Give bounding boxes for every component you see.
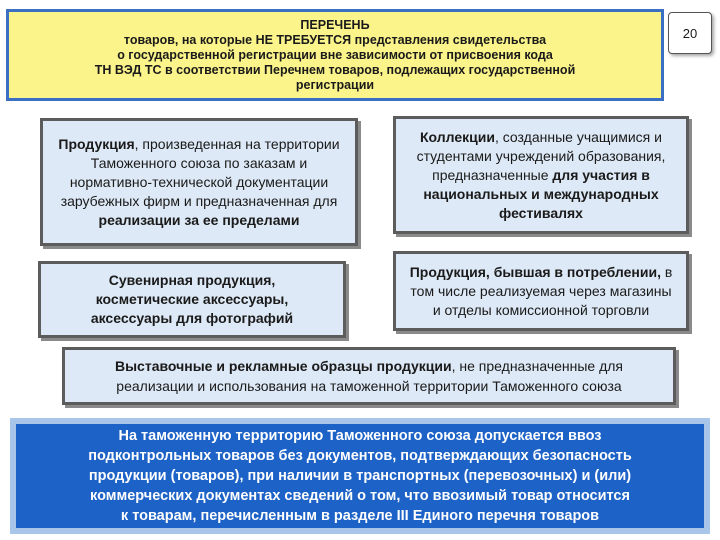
title-line-5: регистрации [295,77,375,92]
exhibition-text: , не предназначенные для реализации и использования на таможенной территории Таможенного союза [116,358,624,394]
collections-box [393,116,689,234]
souvenir-line-2: косметические аксессуары, [95,291,289,307]
title-line-4: ТН ВЭД ТС в соответствии Перечнем товаров, подлежащих государственной [94,62,576,77]
exhibition-bold: Выставочные и рекламные образцы продукции [114,358,452,374]
page-number-badge [668,12,712,54]
collections-bold-start: Коллекции [420,128,495,145]
exhibition-samples-box [62,347,676,405]
collections-bold-end: для участия в национальных и международных фестивалях [423,166,659,221]
production-abroad-box [40,118,358,246]
title-line-2: товаров, на которые НЕ ТРЕБУЕТСЯ представления свидетельства [123,32,547,47]
used-products-box [393,251,689,331]
notice-line-4: коммерческих документах сведений о том, что ввозимый товар относится [90,488,630,504]
title-line-1: ПЕРЕЧЕНЬ [300,17,370,32]
used-text: в том числе реализуемая через магазины и отделы комиссионной торговли [410,263,673,318]
souvenir-box [38,261,346,338]
list-title-box [6,9,664,101]
notice-line-2: подконтрольных товаров без документов, подтверждающих безопасность [88,448,632,464]
notice-line-3: продукции (товаров), при наличии в транспортных (перевозочных) и (или) [88,468,632,484]
production-bold-start: Продукция [58,135,135,152]
notice-line-1: На таможенную территорию Таможенного союза допускается ввоз [118,428,602,444]
used-bold: Продукция, бывшая в потреблении, [409,263,661,280]
souvenir-line-1: Сувенирная продукция, [108,272,276,288]
production-text: , произведенная на территории Таможенного союза по заказам и нормативно-технической документации зарубежных фирм и предназначенная для [60,135,340,209]
production-bold-end: реализации за ее пределами [98,211,300,228]
import-notice-box [10,418,710,534]
title-line-3: о государственной регистрации вне зависимости от присвоения кода [117,47,553,62]
collections-text: , созданные учащимися и студентами учреждений образования, предназначенные [416,128,666,183]
souvenir-line-3: аксессуары для фотографий [90,310,294,326]
notice-line-5: к товарам, перечисленным в разделе III Единого перечня товаров [120,508,600,524]
page-number: 20 [682,25,698,41]
